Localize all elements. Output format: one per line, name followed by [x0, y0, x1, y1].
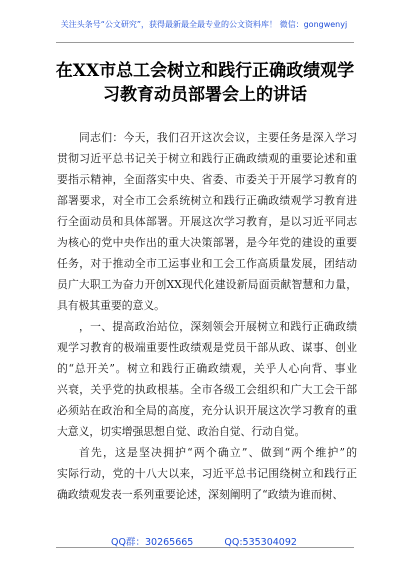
document-title [40, 59, 370, 107]
paragraph-line: 的“总开关”。树立和践行正确政绩观，关乎人心向背、事业 [57, 362, 357, 375]
title-line-2: 习教育动员部署会上的讲话 [103, 85, 307, 105]
paragraph [57, 127, 357, 316]
paragraph-line: 为核心的党中央作出的重大决策部署，是今年党的建设的重要 [57, 236, 357, 249]
paragraph-line: 贯彻习近平总书记关于树立和践行正确政绩观的重要论述和重 [57, 152, 357, 165]
footer-qq-group: QQ群：30265665 [111, 537, 194, 548]
title-line-1: 在XX市总工会树立和践行正确政绩观学 [55, 61, 355, 81]
paragraph-line: 大意义，切实增强思想自觉、政治自觉、行动自觉。 [57, 425, 306, 438]
paragraph-line: 必须站在政治和全局的高度，充分认识开展这次学习教育的重 [57, 404, 357, 417]
paragraph-line: 行全面动员和具体部署。开展这次学习教育，是以习近平同志 [57, 215, 357, 228]
header-promo: 关注头条号“公文研究”，获得最新最全最专业的公文资料库！ 微信：gongwenyj [60, 20, 348, 29]
paragraph-line: 员广大职工为奋力开创XX现代化建设新局面贡献智慧和力量， [57, 278, 357, 291]
paragraph-line: 兴衰，关乎党的执政根基。全市各级工会组织和广大工会干部 [57, 383, 357, 396]
paragraph-line: 要指示精神，全面落实中央、省委、市委关于开展学习教育的 [57, 173, 357, 186]
paragraph-line: 确政绩观发表一系列重要论述，深刻阐明了“政绩为谁而树、 [57, 488, 344, 501]
paragraph-line: 任务，对于推动全市工运事业和工会工作高质量发展，团结动 [57, 257, 357, 270]
paragraph-line: 具有极其重要的意义。 [57, 299, 165, 312]
paragraph [57, 316, 357, 442]
paragraph-line: 观学习教育的极端重要性政绩观是党员干部从政、谋事、创业 [57, 341, 357, 354]
paragraph [57, 442, 357, 505]
paragraph-line: 首先，这是坚决拥护“两个确立”、做到“两个维护”的 [79, 446, 357, 459]
footer-contact [0, 534, 408, 548]
paragraph-line: 同志们：今天，我们召开这次会议，主要任务是深入学习 [79, 131, 357, 144]
document-body [57, 127, 357, 505]
footer-qq: QQ:535304092 [224, 537, 297, 548]
paragraph-line: 实际行动，党的十八大以来，习近平总书记围绕树立和践行正 [57, 467, 357, 480]
paragraph-line: ，一、提高政治站位，深刻领会开展树立和践行正确政绩 [79, 320, 357, 333]
paragraph-line: 部署要求，对全市工会系统树立和践行正确政绩观学习教育进 [57, 194, 357, 207]
footer-divider [56, 547, 354, 548]
header-divider [56, 42, 354, 43]
